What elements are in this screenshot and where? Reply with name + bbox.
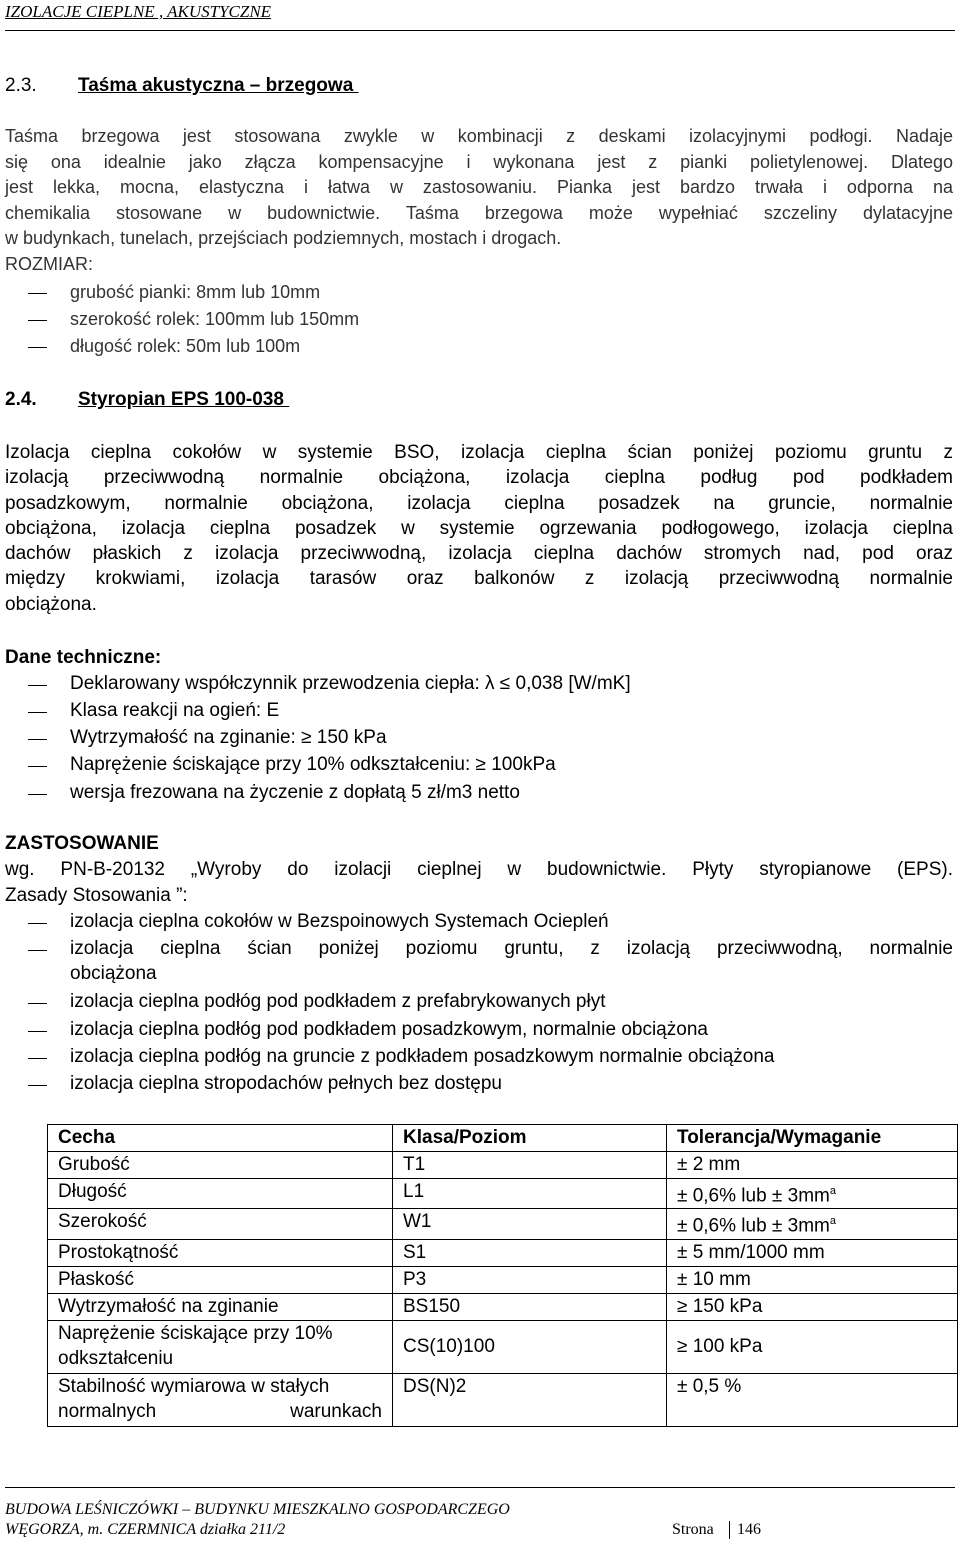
table-cell: ± 5 mm/1000 mm	[667, 1239, 958, 1266]
table-row	[48, 1209, 958, 1239]
tech-item: Deklarowany współczynnik przewodzenia ciepła: λ ≤ 0,038 [W/mK]	[70, 673, 631, 694]
table-header-row	[48, 1125, 958, 1152]
footer-page-number: 146	[737, 1521, 761, 1538]
list-dash	[28, 1058, 47, 1059]
list-dash	[28, 293, 47, 294]
section-2-3-title: Taśma akustyczna – brzegowa	[78, 75, 359, 96]
table-cell: BS150	[393, 1293, 667, 1320]
tech-item: Klasa reakcji na ogień: E	[70, 700, 280, 721]
list-dash	[28, 712, 47, 713]
header-rule	[5, 30, 955, 31]
paragraph-line: posadzkowym, normalnie obciążona, izolacja cieplna posadzek na gruncie, normalnie	[5, 492, 953, 514]
table-row	[48, 1266, 958, 1293]
footer-page-separator	[729, 1521, 730, 1539]
table-cell: T1	[393, 1152, 667, 1179]
size-item: długość rolek: 50m lub 100m	[70, 336, 301, 356]
paragraph-line: się ona idealnie jako złącza kompensacyjne i wykonana jest z pianki polietylenowej. Dlatego	[5, 151, 953, 172]
usage-item: izolacja cieplna podłóg pod podkładem z prefabrykowanych płyt	[70, 991, 606, 1012]
usage-standard-line: Zasady Stosowania ”:	[5, 885, 188, 906]
table-row	[48, 1152, 958, 1179]
table-row	[48, 1179, 958, 1209]
list-dash	[28, 739, 47, 740]
section-2-4-paragraph	[5, 440, 953, 617]
list-dash	[28, 1003, 47, 1004]
table-cell: ± 2 mm	[667, 1152, 958, 1179]
table-cell: Grubość	[48, 1152, 393, 1179]
tech-item: Wytrzymałość na zginanie: ≥ 150 kPa	[70, 727, 387, 748]
table-cell: L1	[393, 1179, 667, 1209]
table-cell-line: Naprężenie ściskające przy 10%	[58, 1322, 333, 1344]
table-cell-word: warunkach	[290, 1400, 382, 1422]
table-cell: W1	[393, 1209, 667, 1239]
list-dash	[28, 766, 47, 767]
paragraph-line: obciążona, izolacja cieplna posadzek w systemie ogrzewania podłogowego, izolacja cieplna	[5, 517, 953, 539]
table-cell-line: Stabilność wymiarowa w stałych	[58, 1375, 330, 1397]
tech-item: wersja frezowana na życzenie z dopłatą 5 zł/m3 netto	[70, 782, 520, 803]
usage-standard-line: wg. PN-B-20132 „Wyroby do izolacji cieplnej w budownictwie. Płyty styropianowe (EPS).	[5, 859, 953, 880]
list-dash	[28, 685, 47, 686]
usage-item: izolacja cieplna podłóg pod podkładem posadzkowym, normalnie obciążona	[70, 1019, 708, 1040]
table-cell-word: normalnych	[58, 1400, 157, 1422]
document-header-title: IZOLACJE CIEPLNE , AKUSTYCZNE	[5, 2, 272, 21]
table-row	[48, 1239, 958, 1266]
usage-item: izolacja cieplna stropodachów pełnych bez dostępu	[70, 1073, 502, 1094]
footnote-marker: a	[829, 1185, 836, 1197]
table-cell: ± 0,5 %	[667, 1373, 958, 1426]
size-item: grubość pianki: 8mm lub 10mm	[70, 282, 321, 302]
section-2-3-number: 2.3.	[5, 75, 37, 96]
table-cell	[667, 1179, 958, 1209]
table-cell	[48, 1373, 393, 1426]
table-cell-line: odkształceniu	[58, 1347, 174, 1369]
table-cell: Prostokątność	[48, 1239, 393, 1266]
section-2-4-title: Styropian EPS 100-038	[78, 389, 290, 410]
tech-heading: Dane techniczne:	[5, 647, 162, 668]
usage-item-continuation: obciążona	[70, 963, 157, 984]
tech-item: Naprężenie ściskające przy 10% odkształceniu: ≥ 100kPa	[70, 754, 556, 775]
paragraph-line: między krokwiami, izolacja tarasów oraz balkonów z izolacją przeciwwodną normalnie	[5, 568, 953, 590]
paragraph-line: chemikalia stosowane w budownictwie. Taśma brzegowa może wypełniać szczeliny dylatacyjne	[5, 202, 953, 223]
section-2-4-number: 2.4.	[5, 389, 37, 410]
table-cell: ≥ 100 kPa	[667, 1320, 958, 1373]
list-dash	[28, 794, 47, 795]
footer-rule	[5, 1487, 955, 1488]
paragraph-line: dachów płaskich z izolacja przeciwwodną, izolacja cieplna dachów stromych nad, pod oraz	[5, 543, 953, 565]
table-cell: Długość	[48, 1179, 393, 1209]
table-cell: P3	[393, 1266, 667, 1293]
table-cell: S1	[393, 1239, 667, 1266]
size-label: ROZMIAR:	[5, 254, 93, 274]
usage-item: izolacja cieplna ścian poniżej poziomu gruntu, z izolacją przeciwwodną, normalnie	[70, 938, 953, 959]
table-cell: CS(10)100	[393, 1320, 667, 1373]
list-dash	[28, 1031, 47, 1032]
table-header-cell: Klasa/Poziom	[393, 1125, 667, 1152]
usage-item: izolacja cieplna podłóg na gruncie z podkładem posadzkowym normalnie obciążona	[70, 1046, 775, 1067]
table-header-cell: Tolerancja/Wymaganie	[667, 1125, 958, 1152]
table-cell-text: ± 0,6% lub ± 3mm	[677, 1185, 830, 1207]
list-dash	[28, 320, 47, 321]
list-dash	[28, 923, 47, 924]
footnote-marker: a	[829, 1215, 836, 1228]
paragraph-line: jest lekka, mocna, elastyczna i łatwa w zastosowaniu. Pianka jest bardzo trwała i odporna na	[5, 177, 953, 197]
table-cell: DS(N)2	[393, 1373, 667, 1426]
table-cell: Wytrzymałość na zginanie	[48, 1293, 393, 1320]
table-row	[48, 1373, 958, 1426]
table-header-cell: Cecha	[48, 1125, 393, 1152]
table-cell: Szerokość	[48, 1209, 393, 1239]
paragraph-line: w budynkach, tunelach, przejściach podziemnych, mostach i drogach.	[5, 228, 562, 248]
usage-item: izolacja cieplna cokołów w Bezspoinowych Systemach Ociepleń	[70, 911, 609, 932]
list-dash	[28, 347, 47, 348]
list-dash	[28, 950, 47, 951]
footer-page-label: Strona	[672, 1521, 714, 1538]
table-cell: Płaskość	[48, 1266, 393, 1293]
usage-heading: ZASTOSOWANIE	[5, 833, 159, 854]
spec-table	[47, 1124, 958, 1427]
footer-project-line: BUDOWA LEŚNICZÓWKI – BUDYNKU MIESZKALNO GOSPODARCZEGO	[5, 1501, 510, 1518]
section-2-3-paragraph	[5, 124, 953, 252]
table-cell: ± 10 mm	[667, 1266, 958, 1293]
size-item: szerokość rolek: 100mm lub 150mm	[70, 309, 360, 329]
paragraph-line: Taśma brzegowa jest stosowana zwykle w kombinacji z deskami izolacyjnymi podłogi. Nadaje	[5, 126, 953, 146]
paragraph-line: Izolacja cieplna cokołów w systemie BSO, izolacja cieplna ścian poniżej poziomu gruntu z	[5, 442, 953, 463]
table-cell-line	[58, 1399, 382, 1424]
paragraph-line: izolacją przeciwwodną normalnie obciążona, izolacja cieplna podług pod podkładem	[5, 467, 953, 489]
table-cell	[667, 1209, 958, 1239]
table-cell-text: ± 0,6% lub ± 3mm	[677, 1215, 830, 1237]
list-dash	[28, 1085, 47, 1086]
table-cell	[48, 1320, 393, 1373]
table-row	[48, 1320, 958, 1373]
table-cell: ≥ 150 kPa	[667, 1293, 958, 1320]
footer-location-line: WĘGORZA, m. CZERMNICA działka 211/2	[5, 1521, 286, 1538]
paragraph-line: obciążona.	[5, 593, 97, 615]
table-row	[48, 1293, 958, 1320]
